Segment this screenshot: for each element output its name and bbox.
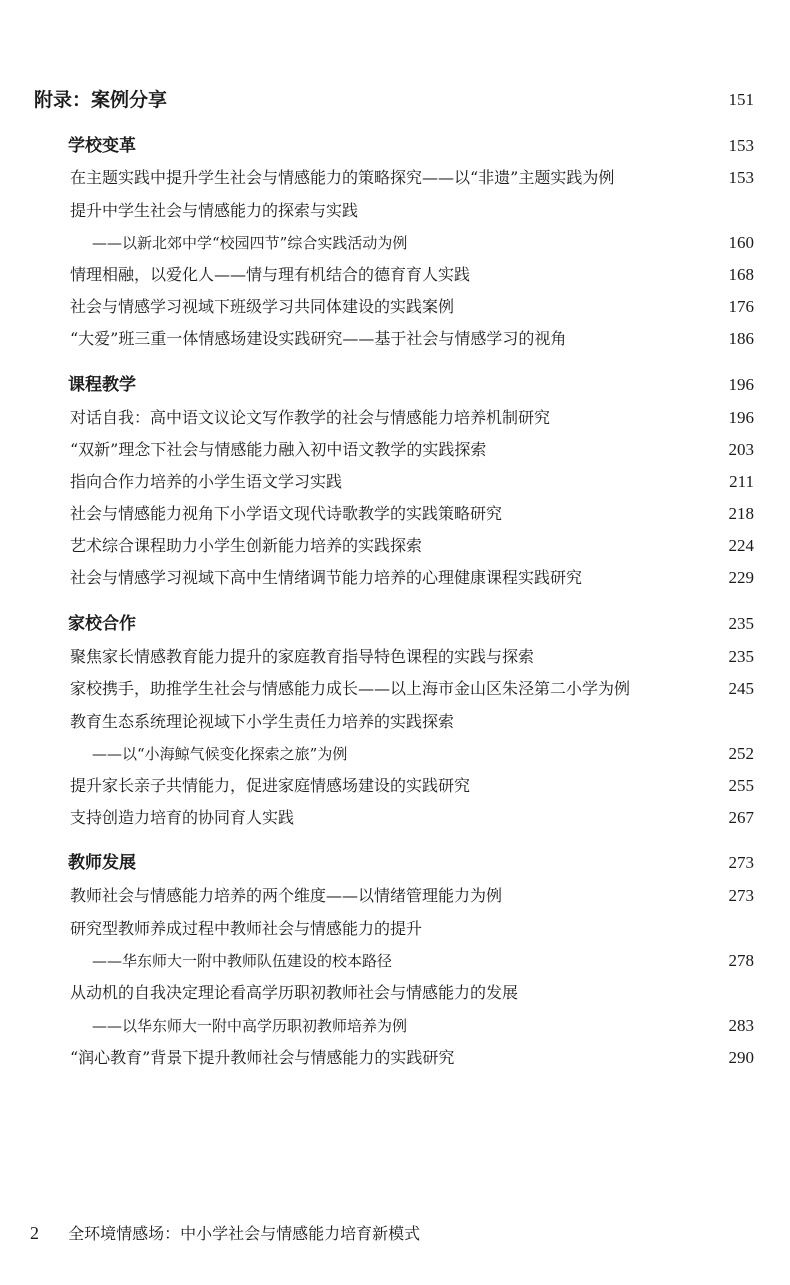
toc-entry	[0, 291, 790, 323]
entry-page: 211	[729, 472, 754, 491]
page-footer	[30, 1218, 420, 1248]
entry-page: 176	[728, 297, 754, 316]
entry-subtitle: ——以“小海鲸气候变化探索之旅”为例	[92, 745, 348, 763]
entry-page: 168	[728, 265, 754, 284]
section-title: 学校变革	[68, 136, 136, 156]
entry-subtitle: ——华东师大一附中教师队伍建设的校本路径	[92, 952, 393, 970]
toc-entry	[0, 259, 790, 291]
section-page: 153	[728, 136, 754, 155]
section-title: 教师发展	[68, 853, 136, 873]
entry-page: 290	[728, 1048, 754, 1067]
entry-page: 224	[728, 536, 754, 555]
section-heading-curriculum-teaching	[0, 369, 790, 401]
appendix-heading	[0, 84, 790, 116]
entry-title: 教师社会与情感能力培养的两个维度——以情绪管理能力为例	[70, 886, 503, 905]
toc-entry	[0, 1042, 790, 1074]
entry-page: 267	[728, 808, 754, 827]
appendix-title: 附录：案例分享	[34, 89, 168, 111]
entry-page: 283	[728, 1016, 754, 1035]
entry-title: 支持创造力培育的协同育人实践	[70, 808, 295, 827]
toc-entry	[0, 466, 790, 498]
entry-page: 218	[728, 504, 754, 523]
entry-page: 255	[728, 776, 754, 795]
entry-title: 社会与情感学习视域下高中生情绪调节能力培养的心理健康课程实践研究	[70, 568, 583, 587]
section-heading-home-school	[0, 608, 790, 640]
entry-title: 家校携手，助推学生社会与情感能力成长——以上海市金山区朱泾第二小学为例	[70, 679, 631, 698]
entry-subtitle: ——以华东师大一附中高学历职初教师培养为例	[92, 1017, 408, 1035]
entry-title: 从动机的自我决定理论看高学历职初教师社会与情感能力的发展	[70, 983, 519, 1002]
footer-book-title: 全环境情感场：中小学社会与情感能力培育新模式	[68, 1224, 421, 1243]
entry-title: 提升家长亲子共情能力，促进家庭情感场建设的实践研究	[70, 776, 471, 795]
entry-title: 艺术综合课程助力小学生创新能力培养的实践探索	[70, 536, 423, 555]
entry-title: 提升中学生社会与情感能力的探索与实践	[70, 201, 359, 220]
section-heading-teacher-development	[0, 847, 790, 879]
appendix-page: 151	[728, 90, 754, 109]
entry-page: 273	[728, 886, 754, 905]
entry-title: 研究型教师养成过程中教师社会与情感能力的提升	[70, 919, 423, 938]
entry-title: 社会与情感学习视域下班级学习共同体建设的实践案例	[70, 297, 455, 316]
entry-page: 235	[728, 647, 754, 666]
toc-entry	[0, 195, 790, 227]
toc-entry	[0, 402, 790, 434]
entry-title: “双新”理念下社会与情感能力融入初中语文教学的实践探索	[70, 440, 487, 459]
entry-page: 203	[728, 440, 754, 459]
toc-entry	[0, 562, 790, 594]
entry-page: 196	[728, 408, 754, 427]
toc-entry	[0, 706, 790, 738]
entry-title: 社会与情感能力视角下小学语文现代诗歌教学的实践策略研究	[70, 504, 503, 523]
toc-entry	[0, 498, 790, 530]
entry-page: 186	[728, 329, 754, 348]
entry-title: “润心教育”背景下提升教师社会与情感能力的实践研究	[70, 1048, 455, 1067]
entry-page: 160	[728, 233, 754, 252]
entry-title: 对话自我：高中语文议论文写作教学的社会与情感能力培养机制研究	[70, 408, 551, 427]
toc-entry-subtitle	[0, 1010, 790, 1042]
toc-entry	[0, 530, 790, 562]
toc-entry	[0, 977, 790, 1009]
entry-subtitle: ——以新北郊中学“校园四节”综合实践活动为例	[92, 234, 408, 252]
entry-page: 252	[728, 744, 754, 763]
entry-title: 指向合作力培养的小学生语文学习实践	[70, 472, 343, 491]
toc-entry-subtitle	[0, 945, 790, 977]
toc-entry	[0, 913, 790, 945]
section-page: 196	[728, 375, 754, 394]
toc-entry	[0, 770, 790, 802]
toc-entry-subtitle	[0, 738, 790, 770]
toc-entry	[0, 641, 790, 673]
entry-title: 教育生态系统理论视域下小学生责任力培养的实践探索	[70, 712, 455, 731]
entry-title: 聚焦家长情感教育能力提升的家庭教育指导特色课程的实践与探索	[70, 647, 535, 666]
toc-entry	[0, 323, 790, 355]
section-heading-school-reform	[0, 130, 790, 162]
entry-page: 153	[728, 168, 754, 187]
entry-page: 245	[728, 679, 754, 698]
entry-title: 在主题实践中提升学生社会与情感能力的策略探究——以“非遗”主题实践为例	[70, 168, 615, 187]
section-page: 273	[728, 853, 754, 872]
entry-title: “大爱”班三重一体情感场建设实践研究——基于社会与情感学习的视角	[70, 329, 567, 348]
toc-entry	[0, 673, 790, 705]
toc-entry	[0, 880, 790, 912]
footer-page-number: 2	[30, 1223, 39, 1243]
entry-page: 229	[728, 568, 754, 587]
section-title: 课程教学	[68, 375, 136, 395]
toc-entry	[0, 434, 790, 466]
entry-title: 情理相融，以爱化人——情与理有机结合的德育育人实践	[70, 265, 471, 284]
entry-page: 278	[728, 951, 754, 970]
section-title: 家校合作	[68, 614, 136, 634]
toc-entry	[0, 802, 790, 834]
toc-entry	[0, 162, 790, 194]
toc-entry-subtitle	[0, 227, 790, 259]
section-page: 235	[728, 614, 754, 633]
